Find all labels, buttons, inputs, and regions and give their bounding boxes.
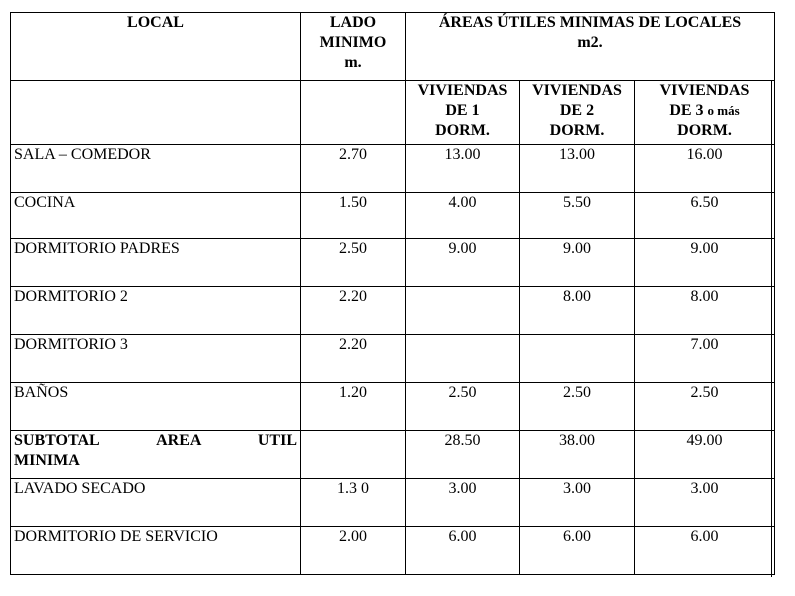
row-viv2: 13.00 — [520, 145, 635, 193]
row-viv2: 8.00 — [520, 287, 635, 335]
row-lado: 2.50 — [301, 239, 406, 287]
subheader-row — [11, 81, 775, 145]
row-viv2: 5.50 — [520, 193, 635, 239]
row-viv1: 13.00 — [406, 145, 520, 193]
row-viv3: 49.00 — [635, 431, 775, 479]
row-local: SALA – COMEDOR — [11, 145, 301, 193]
row-lado: 1.20 — [301, 383, 406, 431]
row-viv1 — [406, 335, 520, 383]
header-local: LOCAL — [11, 13, 301, 81]
row-viv1: 28.50 — [406, 431, 520, 479]
row-lado: 2.00 — [301, 527, 406, 575]
row-viv2: 3.00 — [520, 479, 635, 527]
row-lado: 2.20 — [301, 287, 406, 335]
row-lado: 1.3 0 — [301, 479, 406, 527]
row-viv1 — [406, 287, 520, 335]
row-local: DORMITORIO 3 — [11, 335, 301, 383]
row-lado: 2.20 — [301, 335, 406, 383]
row-viv2: 6.00 — [520, 527, 635, 575]
row-viv3: 16.00 — [635, 145, 775, 193]
header-viviendas-3-dorm: VIVIENDAS DE 3 o más DORM. — [635, 81, 775, 145]
table-row — [11, 287, 775, 335]
row-local: BAÑOS — [11, 383, 301, 431]
row-local: LAVADO SECADO — [11, 479, 301, 527]
table-row — [11, 383, 775, 431]
row-local: DORMITORIO 2 — [11, 287, 301, 335]
areas-table — [10, 12, 775, 575]
subtotal-label: SUBTOTAL AREA UTIL MINIMA — [11, 431, 301, 479]
row-viv3: 8.00 — [635, 287, 775, 335]
subtotal-row — [11, 431, 775, 479]
row-lado — [301, 431, 406, 479]
row-viv1: 6.00 — [406, 527, 520, 575]
table-row — [11, 145, 775, 193]
table-row — [11, 239, 775, 287]
row-viv1: 3.00 — [406, 479, 520, 527]
row-viv2: 2.50 — [520, 383, 635, 431]
row-viv1: 4.00 — [406, 193, 520, 239]
row-lado: 2.70 — [301, 145, 406, 193]
row-viv3: 9.00 — [635, 239, 775, 287]
table-row — [11, 193, 775, 239]
row-viv1: 9.00 — [406, 239, 520, 287]
header-viviendas-2-dorm: VIVIENDAS DE 2 DORM. — [520, 81, 635, 145]
row-viv3: 7.00 — [635, 335, 775, 383]
row-local: DORMITORIO PADRES — [11, 239, 301, 287]
header-lado-minimo: LADO MINIMO m. — [301, 13, 406, 81]
row-viv3: 6.50 — [635, 193, 775, 239]
row-lado: 1.50 — [301, 193, 406, 239]
header-row — [11, 13, 775, 81]
row-local: COCINA — [11, 193, 301, 239]
table-row — [11, 335, 775, 383]
row-viv2: 38.00 — [520, 431, 635, 479]
row-viv2: 9.00 — [520, 239, 635, 287]
header-areas: ÁREAS ÚTILES MINIMAS DE LOCALES m2. — [406, 13, 775, 81]
row-viv3: 2.50 — [635, 383, 775, 431]
table-row — [11, 479, 775, 527]
table-row — [11, 527, 775, 575]
row-viv1: 2.50 — [406, 383, 520, 431]
subheader-empty-lado — [301, 81, 406, 145]
row-viv3: 3.00 — [635, 479, 775, 527]
header-viviendas-1-dorm: VIVIENDAS DE 1 DORM. — [406, 81, 520, 145]
row-local: DORMITORIO DE SERVICIO — [11, 527, 301, 575]
row-viv3: 6.00 — [635, 527, 775, 575]
table-right-edge-line — [771, 80, 772, 577]
row-viv2 — [520, 335, 635, 383]
subheader-empty-local — [11, 81, 301, 145]
